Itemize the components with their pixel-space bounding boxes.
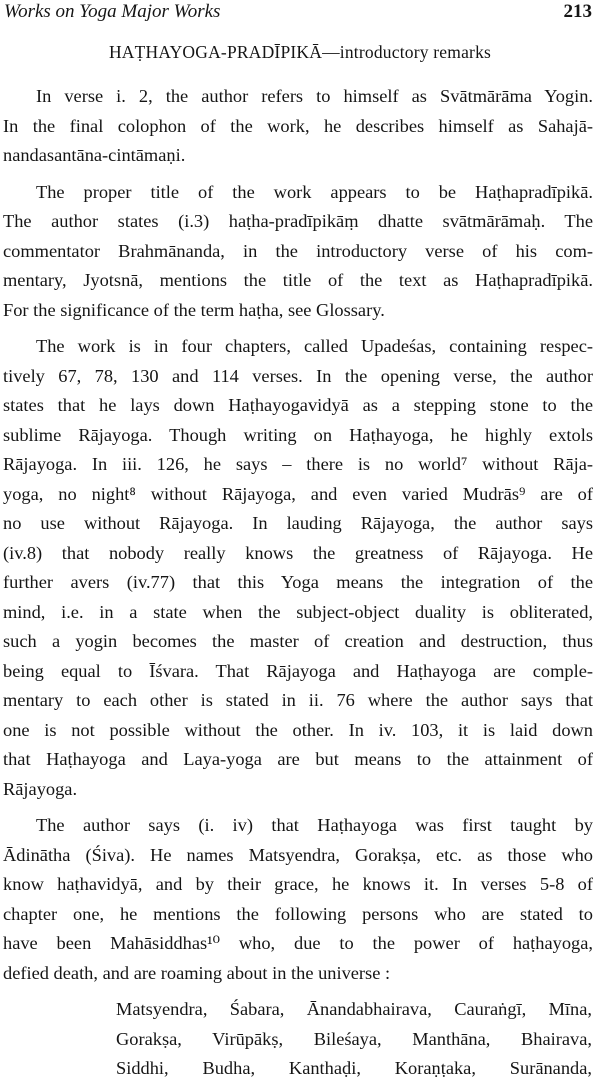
section-title: HAṬHAYOGA-PRADĪPIKĀ—introductory remarks	[108, 42, 492, 62]
list-line: Siddhi, Budha, Kanthaḍi, Koraṇṭaka, Surānanda,	[116, 1058, 592, 1078]
text-line: such a yogin becomes the master of creation and destruction, thus	[3, 631, 593, 651]
running-header	[4, 0, 592, 24]
siddhas-list	[0, 995, 600, 1084]
text-line: no use without Rājayoga. In lauding Rājayoga, the author says	[3, 513, 593, 533]
text-line: commentator Brahmānanda, in the introductory verse of his com-	[3, 240, 593, 261]
paragraph	[0, 178, 600, 326]
text-line: Ādinātha (Śiva). He names Matsyendra, Gorakṣa, etc. as those who	[3, 844, 593, 865]
text-line: The author says (i. iv) that Haṭhayoga was first taught by	[36, 815, 593, 835]
text-line: In verse i. 2, the author refers to himself as Svātmārāma Yogin.	[36, 86, 593, 106]
text-line: chapter one, he mentions the following persons who are stated to	[3, 903, 593, 924]
text-line: one is not possible without the other. In iv. 103, it is laid down	[3, 719, 593, 740]
text-line: mentary to each other is stated in ii. 76 where the author says that	[3, 690, 593, 710]
running-title: Works on Yoga Major Works	[4, 1, 221, 22]
text-line: defied death, and are roaming about in the universe :	[3, 962, 391, 983]
text-line: The author states (i.3) haṭha-pradīpikāṃ dhatte svātmārāmaḥ. The	[3, 211, 593, 231]
text-line: being equal to Īśvara. That Rājayoga and Haṭhayoga are comple-	[3, 660, 593, 681]
text-line: (iv.8) that nobody really knows the greatness of Rājayoga. He	[3, 542, 593, 563]
list-line: Gorakṣa, Virūpākṣ, Bileśaya, Manthāna, Bhairava,	[116, 1028, 592, 1049]
text-line: mentary, Jyotsnā, mentions the title of the text as Haṭhapradīpikā.	[3, 270, 593, 290]
paragraph	[0, 332, 600, 804]
page-body	[0, 82, 600, 1091]
text-line: nandasantāna-cintāmaṇi.	[3, 145, 186, 165]
paragraph	[0, 82, 600, 171]
text-line: For the significance of the term haṭha, see Glossary.	[3, 299, 385, 320]
text-line: tively 67, 78, 130 and 114 verses. In the opening verse, the author	[3, 365, 593, 386]
text-line: states that he lays down Haṭhayogavidyā as a stepping stone to the	[3, 395, 593, 415]
text-line: yoga, no night⁸ without Rājayoga, and even varied Mudrās⁹ are of	[3, 483, 593, 504]
paragraph	[0, 811, 600, 988]
text-line: The work is in four chapters, called Upadeśas, containing respec-	[36, 336, 593, 356]
page-number: 213	[563, 1, 592, 22]
text-line: The proper title of the work appears to be Haṭhapradīpikā.	[36, 181, 593, 202]
text-line: know haṭhavidyā, and by their grace, he knows it. In verses 5-8 of	[3, 874, 593, 894]
text-line: In the final colophon of the work, he describes himself as Sahajā-	[3, 115, 593, 136]
text-line: mind, i.e. in a state when the subject-object duality is obliterated,	[3, 601, 593, 622]
text-line: Rājayoga.	[3, 778, 78, 799]
list-line: Matsyendra, Śabara, Ānandabhairava, Cauraṅgī, Mīna,	[116, 999, 592, 1019]
text-line: sublime Rājayoga. Though writing on Haṭhayoga, he highly extols	[3, 424, 593, 445]
text-line: further avers (iv.77) that this Yoga means the integration of the	[3, 572, 593, 592]
text-line: that Haṭhayoga and Laya-yoga are but means to the attainment of	[3, 749, 593, 769]
text-line: Rājayoga. In iii. 126, he says – there is no world⁷ without Rāja-	[3, 454, 593, 474]
text-line: have been Mahāsiddhas¹⁰ who, due to the power of haṭhayoga,	[3, 933, 593, 953]
